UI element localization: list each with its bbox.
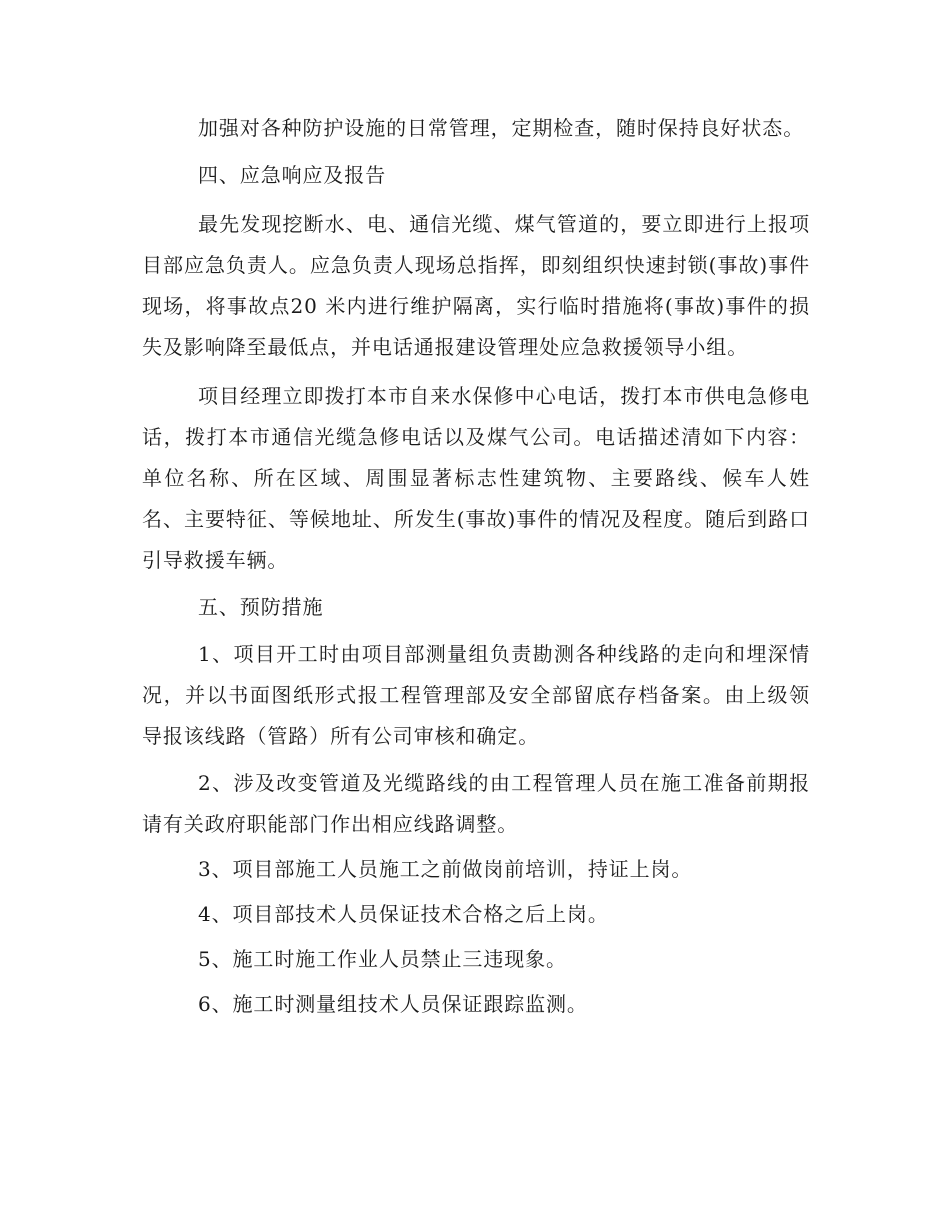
list-item-measure-4: 4、项目部技术人员保证技术合格之后上岗。 — [198, 902, 609, 926]
section-heading-emergency-response: 四、应急响应及报告 — [198, 163, 387, 187]
list-item-measure-1: 1、项目开工时由项目部测量组负责勘测各种线路的走向和埋深情况，并以书面图纸形式报工程管理部及安全部留底存档备案。由上级领导报该线路（管路）所有公司审核和确定。 — [142, 642, 810, 748]
paragraph-protection-management: 加强对各种防护设施的日常管理，定期检查，随时保持良好状态。 — [198, 116, 805, 140]
list-item-measure-3: 3、项目部施工人员施工之前做岗前培训，持证上岗。 — [198, 857, 693, 881]
paragraph-first-discovery-report: 最先发现挖断水、电、通信光缆、煤气管道的，要立即进行上报项目部应急负责人。应急负责人现场总指挥，即刻组织快速封锁(事故)事件现场，将事故点20 米内进行维护隔离，实行临时措施将(事故)事件的损失及影响降至最低点，并电话通报建设管理处应急救援领导小组。 — [142, 212, 810, 359]
document-page — [142, 108, 810, 1025]
list-item-measure-6: 6、施工时测量组技术人员保证跟踪监测。 — [198, 992, 588, 1016]
list-item-measure-2: 2、涉及改变管道及光缆路线的由工程管理人员在施工准备前期报请有关政府职能部门作出相应线路调整。 — [142, 771, 810, 836]
section-heading-preventive-measures: 五、预防措施 — [198, 595, 324, 619]
list-item-measure-5: 5、施工时施工作业人员禁止三违现象。 — [198, 947, 567, 971]
paragraph-project-manager-calls: 项目经理立即拨打本市自来水保修中心电话，拨打本市供电急修电话，拨打本市通信光缆急修电话以及煤气公司。电话描述清如下内容：单位名称、所在区域、周围显著标志性建筑物、主要路线、候车人姓名、主要特征、等候地址、所发生(事故)事件的情况及程度。随后到路口引导救援车辆。 — [142, 384, 810, 572]
